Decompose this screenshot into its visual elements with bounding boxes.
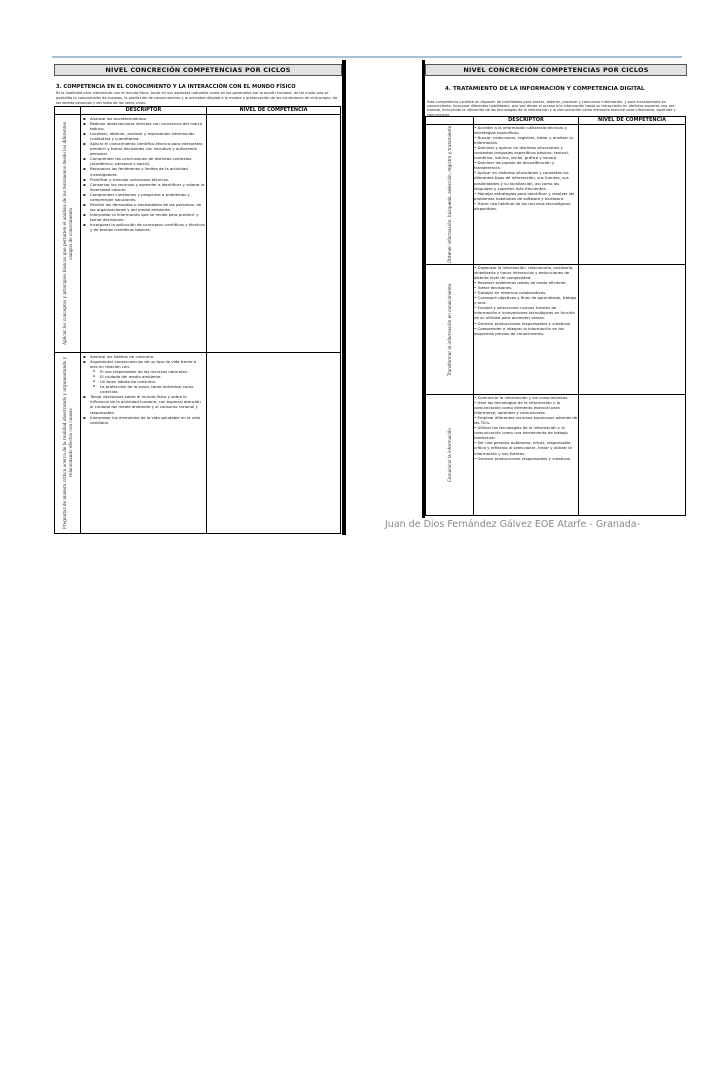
list-item: • Tomar decisiones. <box>474 285 513 291</box>
right-section-intro: Esta competencia consiste en disponer de habilidades para buscar, obtener, procesar y comunicar información, y para transformarla en conocimiento. Incorpora diferentes habilidades, que van desde el acceso a la información hasta su transmisión en distintos soportes una vez tratada, incluyendo la utilización de las tecnologías de la información y la comunicación como elemento esencial para informarse, aprender y comunicarse. <box>427 100 676 116</box>
list-item: ▪ Realizar observaciones directas con conciencia del marco teórico. <box>90 121 205 131</box>
right-row-2-content <box>474 265 579 395</box>
list-item: • Dominar y aplicar en distintas situaciones y contextos lenguajes específicos básicos: textual, numérico, icónico, visual, gráfico y sonoro. <box>474 145 569 161</box>
right-col-header-descriptor: DESCRIPTOR <box>474 117 579 125</box>
right-row-1-content <box>474 125 579 265</box>
list-sub-item: o Un buen hábito de consumo. <box>90 379 205 384</box>
list-sub-item: o El uso responsable de los recursos naturales. <box>90 369 205 374</box>
list-item: • Aplicar en distintas situaciones y contextos los diferentes tipos de información, sus fuentes, sus posibilidades y su localización, así como los lenguajes y soportes más frecuentes. <box>474 170 569 191</box>
left-row-1-list <box>81 115 206 233</box>
list-item: ▪ Comprender las conclusiones de distintos contextos (académico, personal y social). <box>90 156 205 166</box>
left-row-2-empty-cell <box>207 353 341 534</box>
list-item: • Usar las tecnologías de la información y la comunicación como elemento esencial para informarse, aprender y comunicarse. <box>474 400 561 416</box>
list-item: • Ser una persona autónoma, eficaz, responsable, crítica y reflexiva al seleccionar, tratar y utilizar la información y sus fuentes. <box>474 440 572 456</box>
list-item: ▪ Percibir las demandas o necesidades de las personas, de las organizaciones y del medio ambiente. <box>90 202 205 212</box>
right-row-1-descriptor: Obtener información, búsqueda, selección, registro y tratamiento <box>446 125 452 264</box>
left-row-descriptor <box>55 115 81 353</box>
list-item: ▪ Localizar, obtener, analizar y representar información cualitativa y cuantitativa. <box>90 131 205 141</box>
list-sub-item: o La protección de la salud, tanto individual como colectiva. <box>90 384 205 394</box>
right-document-page <box>422 60 687 518</box>
list-item: • Utilizar las tecnologías de la información y la comunicación como una herramienta de trabajo intelectual. <box>474 425 568 441</box>
left-row-2-list <box>81 353 206 426</box>
list-item: ▪ Incorporar la aplicación de conceptos científicos y técnicos y de teorías científicas básicas. <box>90 222 205 232</box>
right-row-2-empty-cell <box>579 265 686 395</box>
right-row-3-content <box>474 395 579 516</box>
left-row-1-descriptor: Aplicar los conceptos y principios básicos que permiten el análisis de los fenómenos desde los diferentes campos de conocimiento <box>61 122 73 346</box>
list-item: • Organizar la información, relacionarla, analizarla, sintetizarla y hacer inferencias y deducciones de distinto nivel de complejidad. <box>474 265 574 281</box>
list-item: ▪ Aplicar el conocimiento científico-técnico para interpretar, predecir y tomar decisiones con iniciativa y autonomía personal. <box>90 141 205 156</box>
left-row-2-descriptor: Preguntar de manera crítica acerca de la realidad observando y argumentando y relacionando efectos con causas <box>61 356 73 530</box>
left-section-title: 3. COMPETENCIA EN EL CONOCIMIENTO Y LA INTERACCIÓN CON EL MUNDO FÍSICO <box>56 84 296 90</box>
left-col-header-nivel: NIVEL DE COMPETENCIA <box>207 107 341 115</box>
right-competency-table <box>425 116 686 516</box>
list-item: ▪ Analizar los acontecimientos. <box>90 116 205 121</box>
list-item: ▪ Conservar los recursos y aprender a identificar y valorar la diversidad natural. <box>90 182 205 192</box>
left-competency-table <box>54 106 341 534</box>
list-item: ▪ Planificar y manejar soluciones técnicas. <box>90 177 205 182</box>
list-item: ▪ Tomar decisiones sobre el mundo físico y sobre la influencia de la actividad humana, con especial atención al cuidado del medio ambiente y al consumo racional y responsable. <box>90 394 205 414</box>
list-item: • Emplear diferentes recursos expresivos además de las TICs. <box>474 415 578 426</box>
left-section-intro: Es la habilidad para interactuar con el mundo físico, tanto en sus aspectos naturales como en los generados por la acción humana, de tal modo que se posibilita la comprensión de sucesos, la predicción de consecuencias y la actividad dirigida a la mejora y preservación de las condiciones de vida propia, de las demás personas y del resto de los seres vivos. <box>56 91 338 105</box>
list-item: • Hacer uso habitual de los recursos tecnológicos disponibles. <box>474 200 571 211</box>
footer-credit: Juan de Dios Fernández Gálvez EOE Atarfe - Granada- <box>385 519 641 530</box>
list-item: ▪ Interpretar la información que se recibe para predecir y tomar decisiones. <box>90 212 205 222</box>
right-col-header-nivel: NIVEL DE COMPETENCIA <box>579 117 686 125</box>
right-row-1-empty-cell <box>579 125 686 265</box>
list-item: • Comunicar la información y los conocimientos. <box>474 395 569 400</box>
left-col-header-descriptor: DESCRIPTOR <box>81 107 207 115</box>
list-item: ▪ Reconocer los fenómenos y límites de la actividad investigadora. <box>90 166 205 176</box>
right-row-3-empty-cell <box>579 395 686 516</box>
left-page-header: NIVEL CONCRECIÓN COMPETENCIAS POR CICLOS <box>54 64 342 76</box>
list-item: ▪ Argumentar consecuencias de un tipo de vida frente a otro en relación con: <box>90 359 205 369</box>
list-item: • Trabajar en entornos colaborativos. <box>474 290 547 296</box>
list-item: • Generar producciones responsables y creativas. <box>474 455 572 461</box>
list-item: • Manejar estrategias para identificar y resolver los problemas habituales de software y hardware. <box>474 190 575 201</box>
list-item: • Dominar las pautas de decodificación y transferencia. <box>474 160 555 171</box>
list-sub-item: o El cuidado del medio ambiente. <box>90 374 205 379</box>
list-item: • Conseguir objetivos y fines de aprendizaje, trabajo y ocio. <box>474 295 577 306</box>
top-divider-line <box>52 56 682 58</box>
right-page-header: NIVEL CONCRECIÓN COMPETENCIAS POR CICLOS <box>425 64 687 76</box>
list-item: • Acceder a la información utilizando técnicas y estrategias específicas. <box>474 125 568 136</box>
left-row-1-empty-cell <box>207 115 341 353</box>
list-item: ▪ Analizar los hábitos de consumo. <box>90 354 205 359</box>
right-row-2-descriptor: Transformar la información en conocimiento <box>446 283 452 376</box>
right-section-title: 4. TRATAMIENTO DE LA INFORMACIÓN Y COMPETENCIA DIGITAL <box>445 86 645 92</box>
list-item: • Resolver problemas reales de modo eficiente. <box>474 280 567 286</box>
left-document-page <box>54 60 346 535</box>
list-item: • Evaluar y seleccionar nuevas fuentes de información e innovaciones tecnológicas en función de su utilidad para acometer tareas. <box>474 305 575 321</box>
right-row-3-descriptor: Comunicar la información <box>446 428 452 482</box>
list-item: • Buscar, seleccionar, registrar, tratar y analizar la información. <box>474 135 573 146</box>
list-item: ▪ Comprender cuestiones y preguntas a problemas y comprender soluciones. <box>90 192 205 202</box>
list-item: ▪ Interpretar los elementos de la vida saludable en la vida cotidiana. <box>90 415 205 425</box>
list-item: • Generar producciones responsables y creativas. <box>474 320 572 326</box>
list-item: • Comprender e integrar la información en los esquemas previos de conocimiento. <box>474 325 564 336</box>
